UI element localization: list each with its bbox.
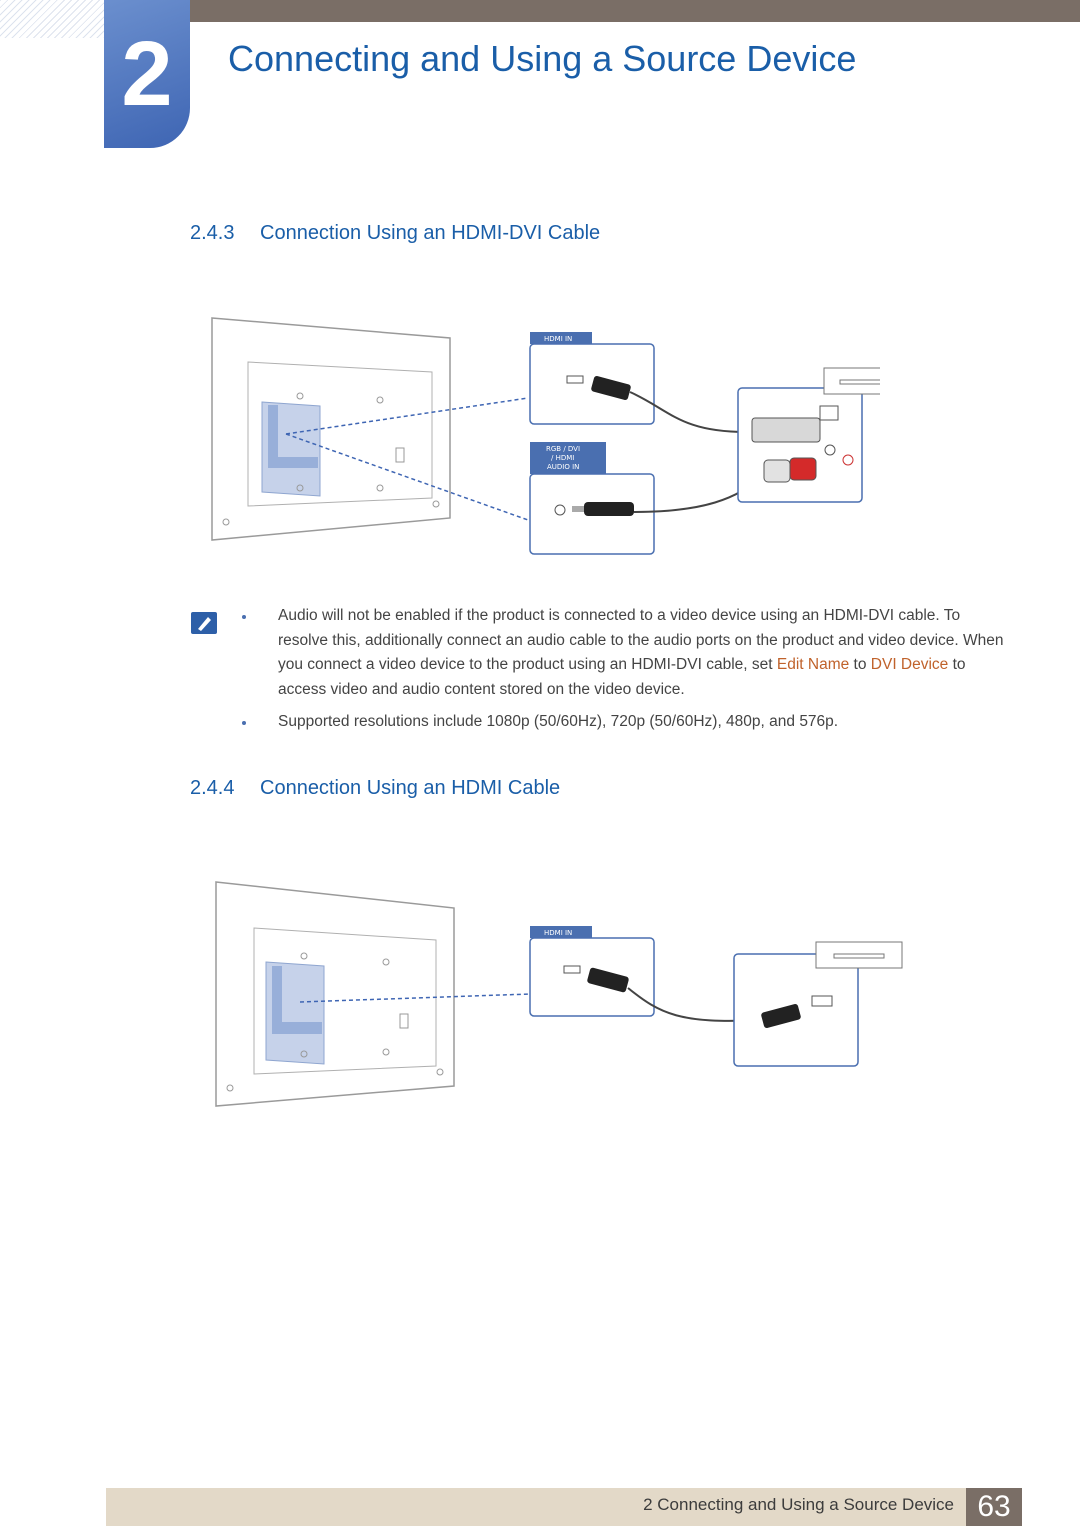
header-hatch-decoration [0, 0, 104, 38]
note-text: to [849, 656, 871, 673]
page-number: 63 [966, 1488, 1022, 1526]
footer-chapter-text: 2 Connecting and Using a Source Device [643, 1495, 954, 1514]
hdmi-in-port-callout [530, 926, 654, 1016]
hdmi-in-label: HDMI IN [544, 929, 573, 937]
edit-name-highlight: Edit Name [776, 656, 850, 673]
source-device-callout [738, 368, 880, 502]
section-title: Connection Using an HDMI Cable [260, 777, 561, 799]
section-title: Connection Using an HDMI-DVI Cable [260, 222, 601, 244]
section-number: 2.4.4 [190, 777, 235, 799]
note-text: to access video and audio content stored on the video device. [278, 656, 966, 698]
dvi-device-highlight: DVI Device [870, 656, 949, 673]
chapter-number-tab: 2 [104, 0, 190, 148]
section-heading-hdmi [190, 777, 560, 800]
list-item [240, 604, 1010, 702]
audio-in-port-callout [530, 442, 654, 554]
section-number: 2.4.3 [190, 222, 235, 244]
audio-in-label-line2: / HDMI [551, 454, 575, 462]
section-heading-hdmi-dvi [190, 222, 600, 245]
source-device-callout [734, 942, 902, 1066]
hdmi-in-label: HDMI IN [544, 335, 573, 343]
header-bar [190, 0, 1080, 22]
bullet-icon [242, 615, 246, 619]
hdmi-connection-diagram [200, 874, 910, 1114]
footer-bar [106, 1488, 966, 1526]
audio-in-label-line3: AUDIO IN [547, 463, 580, 471]
note-text: Audio will not be enabled if the product is connected to a video device using an HDMI-DVI cable. To resolve this, additionally connect an audio cable to the audio ports on the product and video device. When you connect a video device to the product using an HDMI-DVI cable, set [278, 607, 1004, 673]
note-icon [191, 612, 217, 634]
chapter-title: Connecting and Using a Source Device [228, 38, 857, 79]
bullet-icon [242, 721, 246, 725]
monitor-back-illustration [212, 318, 450, 540]
hdmi-in-port-callout [530, 332, 654, 424]
audio-in-label-line1: RGB / DVI [546, 445, 581, 453]
notes-list [240, 604, 1010, 743]
hdmi-dvi-connection-diagram [200, 310, 880, 570]
note-text: Supported resolutions include 1080p (50/60Hz), 720p (50/60Hz), 480p, and 576p. [278, 713, 839, 730]
monitor-back-illustration [216, 882, 454, 1106]
list-item [240, 710, 1010, 735]
